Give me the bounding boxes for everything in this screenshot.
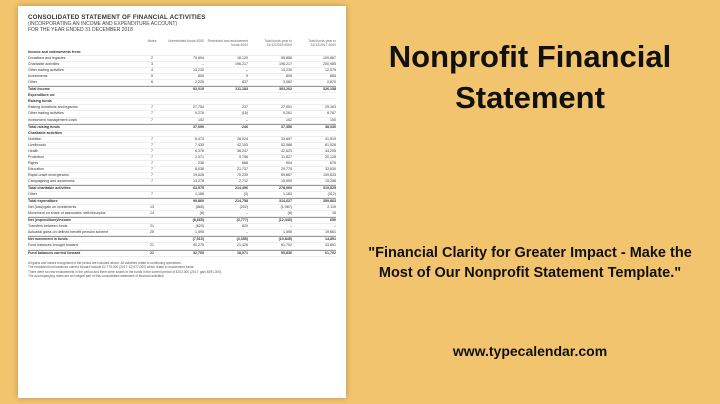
column-header: Notes xyxy=(147,39,157,43)
column-header: Total funds year to 31/12/2018 £000 xyxy=(264,39,292,47)
note-line: There were no new endowments in the period and there were losses in the funds in the current period of £202,000 (2017: gain £591,000). xyxy=(28,269,223,274)
row-value: 314,627 xyxy=(279,199,292,204)
row-value: 70,694 xyxy=(193,56,204,61)
row-note: 7 xyxy=(151,172,153,177)
column-headers xyxy=(28,39,336,47)
row-note: 7 xyxy=(151,192,153,197)
row-note: 7 xyxy=(151,142,153,147)
row-note: 14 xyxy=(150,211,154,216)
row-note xyxy=(144,99,160,104)
row-value: 11,827 xyxy=(281,154,292,159)
row-value: 800 xyxy=(198,74,204,79)
row-value: 21,426 xyxy=(237,243,248,248)
row-value: 13,278 xyxy=(193,178,204,183)
row-value: (620) xyxy=(195,224,204,229)
statement-notes xyxy=(28,261,336,279)
row-value xyxy=(292,50,336,55)
row-value: 236 xyxy=(198,160,204,165)
row-value: 15,990 xyxy=(281,178,292,183)
row-value: 14,891 xyxy=(325,237,336,242)
row-value: 40,276 xyxy=(193,243,204,248)
row-value: 28,024 xyxy=(237,136,248,141)
row-value: 19,628 xyxy=(193,172,204,177)
row-value: (8) xyxy=(199,211,204,216)
row-value: 359,863 xyxy=(323,199,336,204)
row-value: 8,767 xyxy=(327,111,336,116)
row-value: – xyxy=(334,224,336,229)
row-value: 29,163 xyxy=(325,105,336,110)
row-note: 7 xyxy=(151,117,153,122)
column-header: Restricted and endowment funds £000 xyxy=(207,39,248,47)
row-value xyxy=(204,93,248,98)
row-value: 27,754 xyxy=(193,105,204,110)
financial-statement-document xyxy=(18,6,346,398)
row-note xyxy=(144,50,160,55)
row-value xyxy=(248,93,292,98)
row-note: 25 xyxy=(150,230,154,235)
row-label: Rights xyxy=(28,160,39,165)
row-value: 7,435 xyxy=(195,142,204,147)
row-value: 303,202 xyxy=(279,87,292,92)
row-value: 278,069 xyxy=(279,186,292,191)
row-value: 32,765 xyxy=(193,250,204,255)
note-line: The accompanying notes are an integral part of this consolidated statement of financial activities. xyxy=(28,274,165,279)
row-label: Investments xyxy=(28,74,48,79)
row-value: 326,158 xyxy=(323,87,336,92)
row-value: – xyxy=(246,230,248,235)
row-value xyxy=(292,131,336,136)
row-note: 2 xyxy=(151,56,153,61)
row-value: 16,120 xyxy=(237,56,248,61)
note-line: The restricted fund balances carried forward include £2,775,000 (2017: £2,977,000) which relate to endowment funds. xyxy=(28,265,195,270)
row-value: 16 xyxy=(332,211,336,216)
row-value: 6,473 xyxy=(195,136,204,141)
row-label: Charitable activities xyxy=(28,62,60,67)
row-value: 865 xyxy=(330,74,336,79)
page-headline: Nonprofit Financial Statement xyxy=(388,39,672,115)
row-value: 53,588 xyxy=(281,142,292,147)
statement-title: CONSOLIDATED STATEMENT OF FINANCIAL ACTIVITIES xyxy=(28,14,206,21)
row-value: (865) xyxy=(195,205,204,210)
row-note xyxy=(144,186,160,191)
row-label: Total income xyxy=(28,87,50,92)
row-value xyxy=(160,50,204,55)
row-note xyxy=(144,131,160,136)
row-label: Net (loss)/gain on investments xyxy=(28,205,77,210)
row-label: Nutrition xyxy=(28,136,42,141)
row-value: 214,496 xyxy=(235,186,248,191)
row-value: 15,256 xyxy=(325,178,336,183)
row-value: 196,217 xyxy=(235,62,248,67)
row-label: Actuarial gains on defined benefit pension scheme xyxy=(28,230,109,235)
row-value: 61,702 xyxy=(281,243,292,248)
row-value: 837 xyxy=(242,80,248,85)
row-value: 89,867 xyxy=(281,172,292,177)
row-value xyxy=(160,93,204,98)
row-value xyxy=(248,131,292,136)
row-value: 650 xyxy=(330,218,336,223)
row-value: 1,595 xyxy=(195,230,204,235)
row-note: 7 xyxy=(151,160,153,165)
row-value: 237 xyxy=(242,105,248,110)
row-label: Rapid-onset emergencies xyxy=(28,172,69,177)
row-label: Raising donations and legacies xyxy=(28,105,78,110)
row-value: 18,071 xyxy=(237,250,248,255)
row-label: Investment management costs xyxy=(28,117,77,122)
row-value: 70,239 xyxy=(237,172,248,177)
row-value: 3,062 xyxy=(283,80,292,85)
row-value: 1,186 xyxy=(195,192,204,197)
row-value: 102 xyxy=(198,117,204,122)
row-note: 7 xyxy=(151,136,153,141)
row-value: – xyxy=(246,117,248,122)
row-note: 7 xyxy=(151,148,153,153)
row-value: (3,355) xyxy=(236,237,248,242)
row-value: (3,777) xyxy=(236,218,248,223)
table-row xyxy=(28,185,336,192)
row-label: Donations and legacies xyxy=(28,56,66,61)
row-value: 33,697 xyxy=(281,136,292,141)
row-value: 620 xyxy=(242,224,248,229)
row-value: 95,856 xyxy=(281,56,292,61)
row-value: 6,376 xyxy=(195,148,204,153)
row-value: 100 xyxy=(330,117,336,122)
row-label: Transfers between funds xyxy=(28,224,68,229)
row-value: 19,661 xyxy=(325,230,336,235)
row-value xyxy=(204,99,248,104)
row-value: 9,261 xyxy=(283,111,292,116)
row-label: Expenditure on: xyxy=(28,93,56,98)
row-value: 200,985 xyxy=(323,62,336,67)
row-value: 37,090 xyxy=(193,124,204,129)
row-note xyxy=(144,237,160,242)
row-note: 13 xyxy=(150,205,154,210)
row-value: 8,038 xyxy=(195,166,204,171)
row-value: (312) xyxy=(327,192,336,197)
column-header: Unrestricted funds £000 xyxy=(168,39,204,43)
row-label: Income and endowments from: xyxy=(28,50,82,54)
row-value: 12,579 xyxy=(325,68,336,73)
row-value: 904 xyxy=(286,160,292,165)
row-note xyxy=(144,93,160,98)
row-label: Health xyxy=(28,148,39,153)
row-value: 43,891 xyxy=(325,243,336,248)
row-value xyxy=(204,131,248,136)
column-header: Total funds year to 31/12/2017 £000 xyxy=(308,39,336,47)
row-value: 33,630 xyxy=(325,166,336,171)
statement-period: FOR THE YEAR ENDED 31 DECEMBER 2018 xyxy=(28,27,133,33)
row-value xyxy=(204,50,248,55)
row-value: 214,758 xyxy=(235,199,248,204)
row-value: – xyxy=(246,211,248,216)
row-value: 99,869 xyxy=(193,199,204,204)
row-value: 21,737 xyxy=(237,166,248,171)
row-value: (15) xyxy=(241,111,248,116)
row-label: Movement on share of associates' deficit/surplus xyxy=(28,211,106,216)
row-label: Charitable activities xyxy=(28,130,62,135)
row-value: (8,665) xyxy=(192,218,204,223)
table-row xyxy=(28,124,336,131)
row-value: 668 xyxy=(242,160,248,165)
row-value: 9,276 xyxy=(195,111,204,116)
row-value: 809 xyxy=(286,74,292,79)
row-value: 9 xyxy=(246,74,248,79)
row-note: 7 xyxy=(151,178,153,183)
row-label: Fund balances carried forward xyxy=(28,250,81,255)
row-note: 5 xyxy=(151,74,153,79)
row-value: 37,356 xyxy=(281,124,292,129)
row-value: 13,230 xyxy=(193,68,204,73)
row-label: Net (expenditure)/income xyxy=(28,218,72,223)
row-value: 102 xyxy=(286,117,292,122)
row-note: 6 xyxy=(151,80,153,85)
row-value: 2,870 xyxy=(327,80,336,85)
table-row xyxy=(28,86,336,93)
table-row xyxy=(28,250,336,257)
row-label: Protection xyxy=(28,154,45,159)
row-value: 13,230 xyxy=(281,68,292,73)
row-value: 2,225 xyxy=(195,80,204,85)
row-value: 1,595 xyxy=(283,230,292,235)
row-value: 2,119 xyxy=(327,205,336,210)
row-label: Other xyxy=(28,192,37,197)
row-value xyxy=(248,99,292,104)
row-value: – xyxy=(246,68,248,73)
row-value: 9,756 xyxy=(239,154,248,159)
row-value: 1,183 xyxy=(283,192,292,197)
row-label: Fund balances brought forward xyxy=(28,243,78,248)
row-value: 29,775 xyxy=(281,166,292,171)
row-note: 3 xyxy=(151,62,153,67)
row-value: 61,702 xyxy=(325,250,336,255)
row-value: 676 xyxy=(330,160,336,165)
row-value: – xyxy=(290,224,292,229)
tagline-quote: "Financial Clarity for Greater Impact - Make the Most of Our Nonprofit Statement Template." xyxy=(368,245,692,281)
row-value: 196,217 xyxy=(279,62,292,67)
row-note xyxy=(144,125,160,130)
table-row xyxy=(28,217,336,224)
row-note: 7 xyxy=(151,166,153,171)
statement-rows xyxy=(28,50,336,257)
row-value xyxy=(160,99,204,104)
row-value: 61,526 xyxy=(325,142,336,147)
row-value: 319,525 xyxy=(323,186,336,191)
table-row xyxy=(28,236,336,243)
row-label: Education xyxy=(28,166,44,171)
note-line: All gains and losses recognised in the period are included above. All activities relate to continuing operations. xyxy=(28,260,182,265)
row-value: 2,071 xyxy=(195,154,204,159)
row-value: 38,030 xyxy=(325,124,336,129)
row-value: 41,519 xyxy=(325,136,336,141)
row-value: 44,205 xyxy=(325,148,336,153)
row-note xyxy=(144,199,160,204)
row-value: – xyxy=(202,62,204,67)
row-value: (7,510) xyxy=(192,237,204,242)
row-value: (202) xyxy=(239,205,248,210)
row-note xyxy=(144,218,160,223)
row-value: 36,247 xyxy=(237,148,248,153)
row-value: 42,153 xyxy=(237,142,248,147)
row-note xyxy=(144,87,160,92)
row-label: Other xyxy=(28,80,37,85)
row-value xyxy=(248,50,292,55)
row-value: (12,440) xyxy=(278,218,292,223)
row-value: 27,991 xyxy=(281,105,292,110)
row-note: 4 xyxy=(151,68,153,73)
row-value: 42,623 xyxy=(281,148,292,153)
row-label: Total raising funds xyxy=(28,124,60,129)
row-label: Raising funds xyxy=(28,99,52,104)
row-label: Other trading activities xyxy=(28,68,64,73)
row-label: Total expenditure xyxy=(28,199,58,204)
row-note: 21 xyxy=(150,250,154,255)
row-value: 246 xyxy=(242,124,248,129)
row-value: (8) xyxy=(287,211,292,216)
row-label: Net movement in funds xyxy=(28,237,68,242)
row-value: 109,633 xyxy=(323,172,336,177)
row-value: 2,712 xyxy=(239,178,248,183)
row-label: Other trading activities xyxy=(28,111,64,116)
row-note: 7 xyxy=(151,154,153,159)
row-note: 7 xyxy=(151,111,153,116)
row-value: 109,867 xyxy=(323,56,336,61)
table-row xyxy=(28,198,336,205)
row-label: Livelihoods xyxy=(28,142,46,147)
row-value: 92,019 xyxy=(193,87,204,92)
website-url: www.typecalendar.com xyxy=(452,343,608,359)
row-note: 21 xyxy=(150,224,154,229)
row-value: 20,128 xyxy=(325,154,336,159)
row-value: 50,836 xyxy=(281,250,292,255)
statement-subtitle: (INCORPORATING AN INCOME AND EXPENDITURE ACCOUNT) xyxy=(28,21,178,27)
row-value: 211,183 xyxy=(235,87,248,92)
row-value: (3) xyxy=(243,192,248,197)
row-value: 63,575 xyxy=(193,186,204,191)
row-value: (10,845) xyxy=(278,237,292,242)
row-value xyxy=(292,93,336,98)
row-note: 7 xyxy=(151,105,153,110)
row-value: (1,067) xyxy=(280,205,292,210)
row-label: Campaigning and awareness xyxy=(28,178,75,183)
row-value xyxy=(160,131,204,136)
row-note: 21 xyxy=(150,243,154,248)
row-value xyxy=(292,99,336,104)
row-label: Total charitable activities xyxy=(28,186,71,191)
